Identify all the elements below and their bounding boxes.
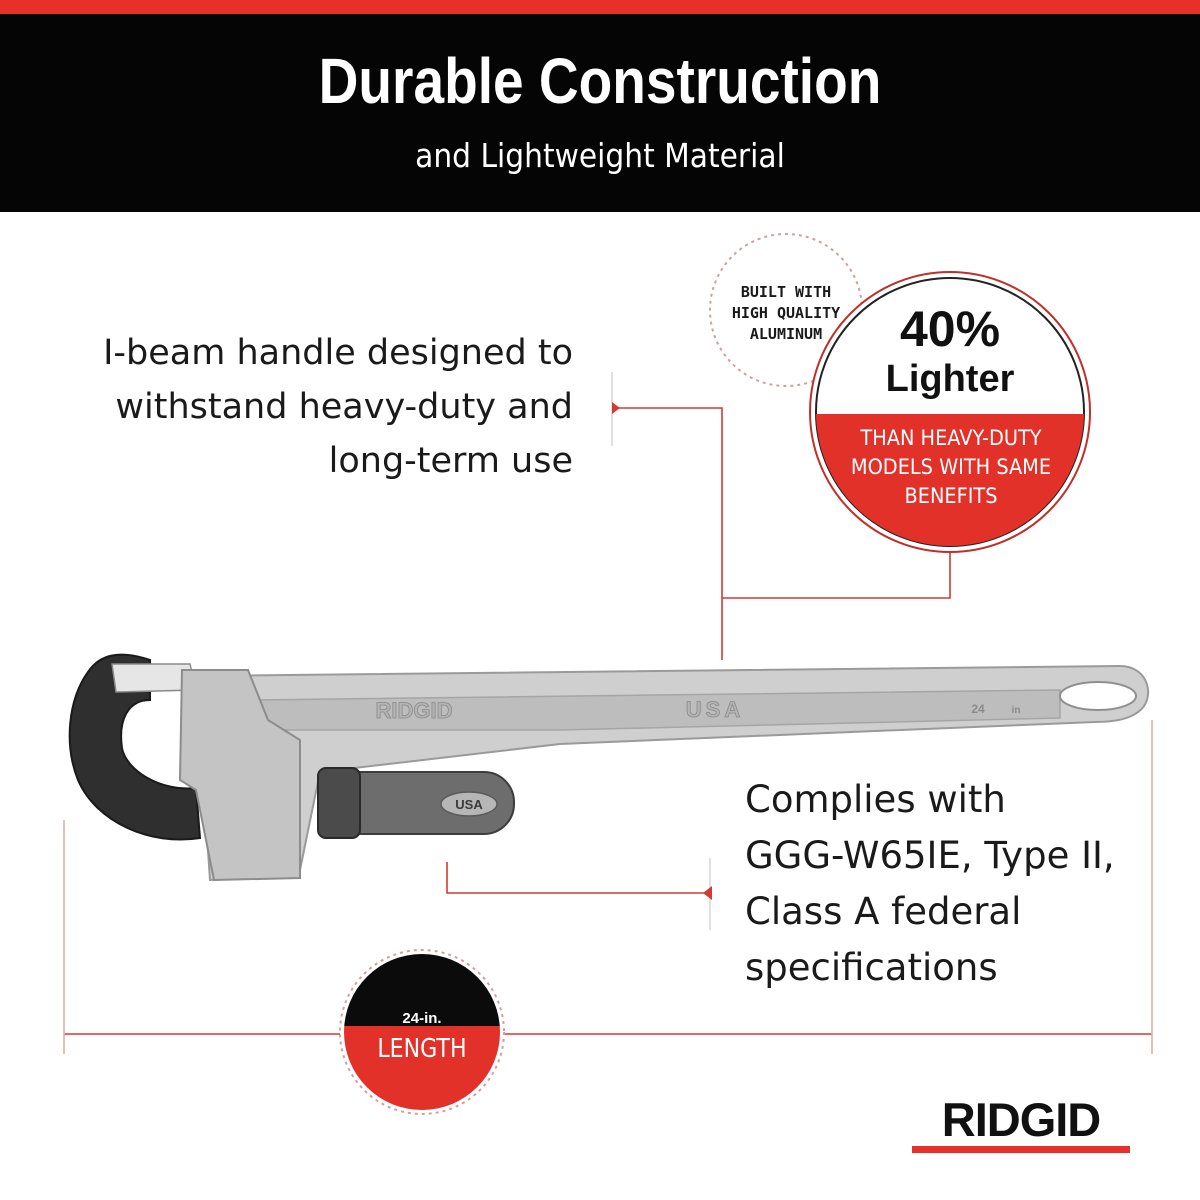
spec-callout xyxy=(745,772,1165,996)
pointer-arrow xyxy=(703,886,712,900)
pointer-arrow xyxy=(612,402,620,414)
length-badge xyxy=(340,950,504,1116)
brand-logo-underline xyxy=(912,1146,1130,1153)
weight-description-line: MODELS WITH SAME xyxy=(850,455,1052,479)
spec-callout-line: specifications xyxy=(745,946,998,989)
nut-origin-mark: USA xyxy=(455,797,483,812)
length-label: LENGTH xyxy=(377,1034,467,1064)
material-badge-line: HIGH QUALITY xyxy=(731,304,841,322)
material-badge-line: ALUMINUM xyxy=(749,325,823,343)
page-subtitle: and Lightweight Material xyxy=(415,136,785,175)
handle-origin-mark: USA xyxy=(685,697,745,722)
weight-description-line: BENEFITS xyxy=(904,484,998,508)
weight-description xyxy=(836,424,1066,511)
handle-size-mark-2: in xyxy=(1011,705,1021,716)
handle-callout xyxy=(80,326,573,488)
weight-description-line: THAN HEAVY-DUTY xyxy=(860,426,1042,450)
brand-logo-text: RIDGID xyxy=(941,1093,1101,1146)
handle-brand-mark: RIDGID xyxy=(375,698,453,723)
handle-size-mark: 24 xyxy=(971,702,985,716)
page-title: Durable Construction xyxy=(318,45,882,117)
spec-callout-line: Class A federal xyxy=(745,890,1022,933)
handle-callout-line: I-beam handle designed to xyxy=(103,333,573,373)
handle-callout-line: long-term use xyxy=(328,441,573,481)
weight-label: Lighter xyxy=(885,358,1015,400)
spec-callout-line: Complies with xyxy=(745,778,1006,821)
handle-callout-line: withstand heavy-duty and xyxy=(115,387,573,427)
length-value: 24-in. xyxy=(402,1010,442,1027)
brand-logo xyxy=(912,1092,1130,1154)
material-badge-line: BUILT WITH xyxy=(740,283,832,301)
spec-callout-line: GGG-W65IE, Type II, xyxy=(745,834,1115,877)
weight-percent: 40% xyxy=(899,301,1001,357)
